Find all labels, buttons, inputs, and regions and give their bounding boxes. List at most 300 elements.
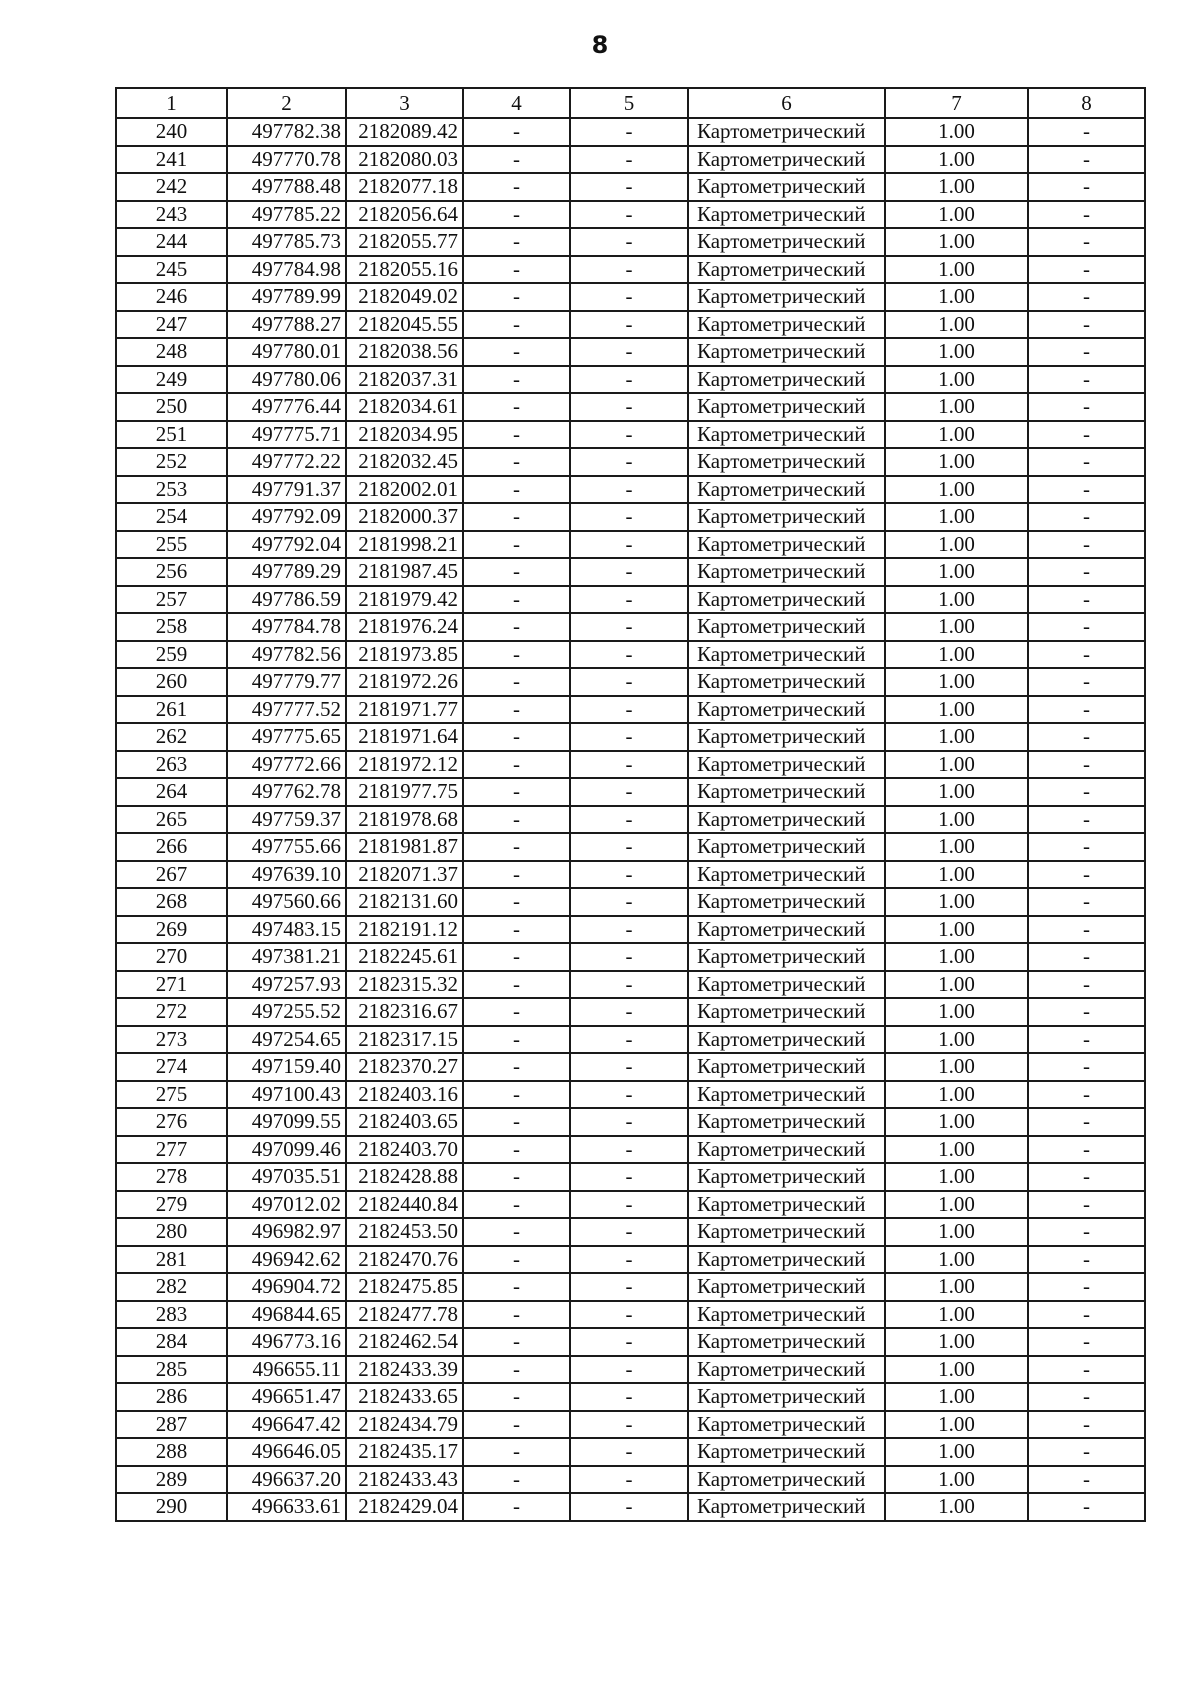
accuracy-cell: 1.00 bbox=[885, 118, 1028, 146]
x-coordinate-cell: 496942.62 bbox=[227, 1246, 346, 1274]
table-row bbox=[116, 1026, 1145, 1054]
col8-value-cell: - bbox=[1028, 833, 1145, 861]
col5-value-cell: - bbox=[570, 421, 688, 449]
col8-value-cell: - bbox=[1028, 1438, 1145, 1466]
col5-value-cell: - bbox=[570, 476, 688, 504]
method-cell: Картометрический bbox=[688, 1136, 885, 1164]
table-row bbox=[116, 531, 1145, 559]
method-cell: Картометрический bbox=[688, 668, 885, 696]
col4-value-cell: - bbox=[463, 1191, 570, 1219]
col5-value-cell: - bbox=[570, 503, 688, 531]
x-coordinate-cell: 497788.27 bbox=[227, 311, 346, 339]
col4-value-cell: - bbox=[463, 311, 570, 339]
method-cell: Картометрический bbox=[688, 338, 885, 366]
accuracy-cell: 1.00 bbox=[885, 366, 1028, 394]
table-row bbox=[116, 888, 1145, 916]
x-coordinate-cell: 497099.55 bbox=[227, 1108, 346, 1136]
col4-value-cell: - bbox=[463, 1026, 570, 1054]
table-row bbox=[116, 1273, 1145, 1301]
table-row bbox=[116, 558, 1145, 586]
accuracy-cell: 1.00 bbox=[885, 696, 1028, 724]
y-coordinate-cell: 2181979.42 bbox=[346, 586, 463, 614]
method-cell: Картометрический bbox=[688, 833, 885, 861]
method-cell: Картометрический bbox=[688, 916, 885, 944]
col5-value-cell: - bbox=[570, 1191, 688, 1219]
accuracy-cell: 1.00 bbox=[885, 613, 1028, 641]
point-number-cell: 279 bbox=[116, 1191, 227, 1219]
x-coordinate-cell: 497035.51 bbox=[227, 1163, 346, 1191]
table-row bbox=[116, 916, 1145, 944]
accuracy-cell: 1.00 bbox=[885, 1411, 1028, 1439]
y-coordinate-cell: 2181977.75 bbox=[346, 778, 463, 806]
col4-value-cell: - bbox=[463, 1163, 570, 1191]
y-coordinate-cell: 2182403.16 bbox=[346, 1081, 463, 1109]
method-cell: Картометрический bbox=[688, 503, 885, 531]
x-coordinate-cell: 497381.21 bbox=[227, 943, 346, 971]
method-cell: Картометрический bbox=[688, 1466, 885, 1494]
x-coordinate-cell: 497788.48 bbox=[227, 173, 346, 201]
method-cell: Картометрический bbox=[688, 283, 885, 311]
y-coordinate-cell: 2182056.64 bbox=[346, 201, 463, 229]
y-coordinate-cell: 2181971.77 bbox=[346, 696, 463, 724]
table-row bbox=[116, 696, 1145, 724]
method-cell: Картометрический bbox=[688, 1246, 885, 1274]
y-coordinate-cell: 2181998.21 bbox=[346, 531, 463, 559]
y-coordinate-cell: 2182002.01 bbox=[346, 476, 463, 504]
method-cell: Картометрический bbox=[688, 1301, 885, 1329]
col5-value-cell: - bbox=[570, 888, 688, 916]
point-number-cell: 241 bbox=[116, 146, 227, 174]
method-cell: Картометрический bbox=[688, 256, 885, 284]
method-cell: Картометрический bbox=[688, 201, 885, 229]
point-number-cell: 240 bbox=[116, 118, 227, 146]
point-number-cell: 290 bbox=[116, 1493, 227, 1521]
method-cell: Картометрический bbox=[688, 1163, 885, 1191]
y-coordinate-cell: 2181978.68 bbox=[346, 806, 463, 834]
accuracy-cell: 1.00 bbox=[885, 916, 1028, 944]
y-coordinate-cell: 2182429.04 bbox=[346, 1493, 463, 1521]
col8-value-cell: - bbox=[1028, 311, 1145, 339]
col8-value-cell: - bbox=[1028, 668, 1145, 696]
col5-value-cell: - bbox=[570, 668, 688, 696]
col5-value-cell: - bbox=[570, 751, 688, 779]
col5-value-cell: - bbox=[570, 613, 688, 641]
method-cell: Картометрический bbox=[688, 366, 885, 394]
col4-value-cell: - bbox=[463, 1493, 570, 1521]
col4-value-cell: - bbox=[463, 476, 570, 504]
accuracy-cell: 1.00 bbox=[885, 1356, 1028, 1384]
point-number-cell: 256 bbox=[116, 558, 227, 586]
y-coordinate-cell: 2181973.85 bbox=[346, 641, 463, 669]
method-cell: Картометрический bbox=[688, 558, 885, 586]
col4-value-cell: - bbox=[463, 1356, 570, 1384]
col4-value-cell: - bbox=[463, 366, 570, 394]
col4-value-cell: - bbox=[463, 1438, 570, 1466]
col8-value-cell: - bbox=[1028, 1053, 1145, 1081]
x-coordinate-cell: 497782.38 bbox=[227, 118, 346, 146]
method-cell: Картометрический bbox=[688, 641, 885, 669]
point-number-cell: 287 bbox=[116, 1411, 227, 1439]
accuracy-cell: 1.00 bbox=[885, 338, 1028, 366]
method-cell: Картометрический bbox=[688, 118, 885, 146]
x-coordinate-cell: 496651.47 bbox=[227, 1383, 346, 1411]
y-coordinate-cell: 2182462.54 bbox=[346, 1328, 463, 1356]
col5-value-cell: - bbox=[570, 311, 688, 339]
col8-value-cell: - bbox=[1028, 1108, 1145, 1136]
col5-value-cell: - bbox=[570, 971, 688, 999]
col4-value-cell: - bbox=[463, 861, 570, 889]
accuracy-cell: 1.00 bbox=[885, 586, 1028, 614]
table-row bbox=[116, 723, 1145, 751]
col8-value-cell: - bbox=[1028, 338, 1145, 366]
method-cell: Картометрический bbox=[688, 696, 885, 724]
point-number-cell: 270 bbox=[116, 943, 227, 971]
y-coordinate-cell: 2181972.26 bbox=[346, 668, 463, 696]
y-coordinate-cell: 2182440.84 bbox=[346, 1191, 463, 1219]
y-coordinate-cell: 2182080.03 bbox=[346, 146, 463, 174]
point-number-cell: 280 bbox=[116, 1218, 227, 1246]
x-coordinate-cell: 497789.29 bbox=[227, 558, 346, 586]
x-coordinate-cell: 497759.37 bbox=[227, 806, 346, 834]
point-number-cell: 286 bbox=[116, 1383, 227, 1411]
col8-value-cell: - bbox=[1028, 723, 1145, 751]
col8-value-cell: - bbox=[1028, 1411, 1145, 1439]
table-row bbox=[116, 476, 1145, 504]
y-coordinate-cell: 2182433.65 bbox=[346, 1383, 463, 1411]
col4-value-cell: - bbox=[463, 1246, 570, 1274]
table-row bbox=[116, 1328, 1145, 1356]
x-coordinate-cell: 497784.98 bbox=[227, 256, 346, 284]
col8-value-cell: - bbox=[1028, 696, 1145, 724]
col5-value-cell: - bbox=[570, 448, 688, 476]
accuracy-cell: 1.00 bbox=[885, 1026, 1028, 1054]
y-coordinate-cell: 2182032.45 bbox=[346, 448, 463, 476]
col8-value-cell: - bbox=[1028, 1356, 1145, 1384]
table-row bbox=[116, 1246, 1145, 1274]
point-number-cell: 246 bbox=[116, 283, 227, 311]
y-coordinate-cell: 2182435.17 bbox=[346, 1438, 463, 1466]
col5-value-cell: - bbox=[570, 118, 688, 146]
col5-value-cell: - bbox=[570, 393, 688, 421]
col5-value-cell: - bbox=[570, 696, 688, 724]
accuracy-cell: 1.00 bbox=[885, 558, 1028, 586]
col8-value-cell: - bbox=[1028, 1466, 1145, 1494]
point-number-cell: 269 bbox=[116, 916, 227, 944]
y-coordinate-cell: 2182089.42 bbox=[346, 118, 463, 146]
point-number-cell: 289 bbox=[116, 1466, 227, 1494]
accuracy-cell: 1.00 bbox=[885, 888, 1028, 916]
x-coordinate-cell: 497762.78 bbox=[227, 778, 346, 806]
col8-value-cell: - bbox=[1028, 366, 1145, 394]
col5-value-cell: - bbox=[570, 1163, 688, 1191]
y-coordinate-cell: 2182245.61 bbox=[346, 943, 463, 971]
accuracy-cell: 1.00 bbox=[885, 1108, 1028, 1136]
accuracy-cell: 1.00 bbox=[885, 448, 1028, 476]
col4-value-cell: - bbox=[463, 421, 570, 449]
table-row bbox=[116, 806, 1145, 834]
method-cell: Картометрический bbox=[688, 421, 885, 449]
point-number-cell: 247 bbox=[116, 311, 227, 339]
point-number-cell: 251 bbox=[116, 421, 227, 449]
col8-value-cell: - bbox=[1028, 888, 1145, 916]
x-coordinate-cell: 497779.77 bbox=[227, 668, 346, 696]
col8-value-cell: - bbox=[1028, 586, 1145, 614]
col5-value-cell: - bbox=[570, 366, 688, 394]
col8-value-cell: - bbox=[1028, 503, 1145, 531]
point-number-cell: 248 bbox=[116, 338, 227, 366]
table-header-row bbox=[116, 88, 1145, 118]
y-coordinate-cell: 2182475.85 bbox=[346, 1273, 463, 1301]
accuracy-cell: 1.00 bbox=[885, 1438, 1028, 1466]
col8-value-cell: - bbox=[1028, 971, 1145, 999]
col5-value-cell: - bbox=[570, 173, 688, 201]
table-row bbox=[116, 641, 1145, 669]
table-row bbox=[116, 971, 1145, 999]
point-number-cell: 274 bbox=[116, 1053, 227, 1081]
col5-value-cell: - bbox=[570, 586, 688, 614]
method-cell: Картометрический bbox=[688, 1438, 885, 1466]
table-row bbox=[116, 1438, 1145, 1466]
y-coordinate-cell: 2182077.18 bbox=[346, 173, 463, 201]
x-coordinate-cell: 497483.15 bbox=[227, 916, 346, 944]
method-cell: Картометрический bbox=[688, 1108, 885, 1136]
col8-value-cell: - bbox=[1028, 256, 1145, 284]
x-coordinate-cell: 497254.65 bbox=[227, 1026, 346, 1054]
method-cell: Картометрический bbox=[688, 228, 885, 256]
col4-value-cell: - bbox=[463, 1136, 570, 1164]
column-header: 7 bbox=[885, 88, 1028, 118]
point-number-cell: 263 bbox=[116, 751, 227, 779]
col4-value-cell: - bbox=[463, 778, 570, 806]
col4-value-cell: - bbox=[463, 338, 570, 366]
table-row bbox=[116, 1136, 1145, 1164]
col4-value-cell: - bbox=[463, 998, 570, 1026]
x-coordinate-cell: 497257.93 bbox=[227, 971, 346, 999]
col5-value-cell: - bbox=[570, 641, 688, 669]
col5-value-cell: - bbox=[570, 1136, 688, 1164]
table-row bbox=[116, 146, 1145, 174]
col4-value-cell: - bbox=[463, 1053, 570, 1081]
accuracy-cell: 1.00 bbox=[885, 421, 1028, 449]
accuracy-cell: 1.00 bbox=[885, 476, 1028, 504]
col8-value-cell: - bbox=[1028, 118, 1145, 146]
point-number-cell: 272 bbox=[116, 998, 227, 1026]
x-coordinate-cell: 496633.61 bbox=[227, 1493, 346, 1521]
point-number-cell: 267 bbox=[116, 861, 227, 889]
accuracy-cell: 1.00 bbox=[885, 1191, 1028, 1219]
col4-value-cell: - bbox=[463, 531, 570, 559]
point-number-cell: 278 bbox=[116, 1163, 227, 1191]
x-coordinate-cell: 496646.05 bbox=[227, 1438, 346, 1466]
accuracy-cell: 1.00 bbox=[885, 1218, 1028, 1246]
column-header: 1 bbox=[116, 88, 227, 118]
col4-value-cell: - bbox=[463, 806, 570, 834]
point-number-cell: 258 bbox=[116, 613, 227, 641]
accuracy-cell: 1.00 bbox=[885, 1081, 1028, 1109]
x-coordinate-cell: 497791.37 bbox=[227, 476, 346, 504]
point-number-cell: 264 bbox=[116, 778, 227, 806]
table-row bbox=[116, 1383, 1145, 1411]
col4-value-cell: - bbox=[463, 586, 570, 614]
x-coordinate-cell: 497772.66 bbox=[227, 751, 346, 779]
accuracy-cell: 1.00 bbox=[885, 228, 1028, 256]
method-cell: Картометрический bbox=[688, 943, 885, 971]
col5-value-cell: - bbox=[570, 531, 688, 559]
point-number-cell: 250 bbox=[116, 393, 227, 421]
x-coordinate-cell: 496647.42 bbox=[227, 1411, 346, 1439]
col8-value-cell: - bbox=[1028, 1246, 1145, 1274]
table-row bbox=[116, 1493, 1145, 1521]
y-coordinate-cell: 2182055.16 bbox=[346, 256, 463, 284]
col8-value-cell: - bbox=[1028, 998, 1145, 1026]
table-row bbox=[116, 118, 1145, 146]
col4-value-cell: - bbox=[463, 1108, 570, 1136]
point-number-cell: 273 bbox=[116, 1026, 227, 1054]
col8-value-cell: - bbox=[1028, 1163, 1145, 1191]
method-cell: Картометрический bbox=[688, 586, 885, 614]
y-coordinate-cell: 2182428.88 bbox=[346, 1163, 463, 1191]
accuracy-cell: 1.00 bbox=[885, 723, 1028, 751]
col8-value-cell: - bbox=[1028, 1081, 1145, 1109]
accuracy-cell: 1.00 bbox=[885, 173, 1028, 201]
col4-value-cell: - bbox=[463, 613, 570, 641]
col5-value-cell: - bbox=[570, 1246, 688, 1274]
y-coordinate-cell: 2182000.37 bbox=[346, 503, 463, 531]
point-number-cell: 277 bbox=[116, 1136, 227, 1164]
accuracy-cell: 1.00 bbox=[885, 751, 1028, 779]
point-number-cell: 252 bbox=[116, 448, 227, 476]
table-row bbox=[116, 366, 1145, 394]
col5-value-cell: - bbox=[570, 723, 688, 751]
x-coordinate-cell: 497560.66 bbox=[227, 888, 346, 916]
col8-value-cell: - bbox=[1028, 421, 1145, 449]
col4-value-cell: - bbox=[463, 393, 570, 421]
point-number-cell: 266 bbox=[116, 833, 227, 861]
table-row bbox=[116, 421, 1145, 449]
point-number-cell: 242 bbox=[116, 173, 227, 201]
col8-value-cell: - bbox=[1028, 1191, 1145, 1219]
method-cell: Картометрический bbox=[688, 1218, 885, 1246]
col4-value-cell: - bbox=[463, 696, 570, 724]
col4-value-cell: - bbox=[463, 1081, 570, 1109]
y-coordinate-cell: 2182045.55 bbox=[346, 311, 463, 339]
y-coordinate-cell: 2182034.61 bbox=[346, 393, 463, 421]
col8-value-cell: - bbox=[1028, 1301, 1145, 1329]
col8-value-cell: - bbox=[1028, 916, 1145, 944]
accuracy-cell: 1.00 bbox=[885, 861, 1028, 889]
method-cell: Картометрический bbox=[688, 778, 885, 806]
table-row bbox=[116, 613, 1145, 641]
coordinates-table bbox=[115, 87, 1146, 1522]
method-cell: Картометрический bbox=[688, 1328, 885, 1356]
col5-value-cell: - bbox=[570, 806, 688, 834]
col5-value-cell: - bbox=[570, 256, 688, 284]
accuracy-cell: 1.00 bbox=[885, 283, 1028, 311]
point-number-cell: 271 bbox=[116, 971, 227, 999]
table-row bbox=[116, 668, 1145, 696]
point-number-cell: 259 bbox=[116, 641, 227, 669]
col5-value-cell: - bbox=[570, 833, 688, 861]
method-cell: Картометрический bbox=[688, 448, 885, 476]
method-cell: Картометрический bbox=[688, 393, 885, 421]
method-cell: Картометрический bbox=[688, 861, 885, 889]
method-cell: Картометрический bbox=[688, 173, 885, 201]
col4-value-cell: - bbox=[463, 1383, 570, 1411]
accuracy-cell: 1.00 bbox=[885, 1273, 1028, 1301]
method-cell: Картометрический bbox=[688, 1053, 885, 1081]
x-coordinate-cell: 497775.71 bbox=[227, 421, 346, 449]
method-cell: Картометрический bbox=[688, 806, 885, 834]
accuracy-cell: 1.00 bbox=[885, 1163, 1028, 1191]
accuracy-cell: 1.00 bbox=[885, 1136, 1028, 1164]
y-coordinate-cell: 2182434.79 bbox=[346, 1411, 463, 1439]
col8-value-cell: - bbox=[1028, 448, 1145, 476]
y-coordinate-cell: 2181987.45 bbox=[346, 558, 463, 586]
x-coordinate-cell: 497780.06 bbox=[227, 366, 346, 394]
col8-value-cell: - bbox=[1028, 943, 1145, 971]
x-coordinate-cell: 496982.97 bbox=[227, 1218, 346, 1246]
table-row bbox=[116, 1218, 1145, 1246]
point-number-cell: 275 bbox=[116, 1081, 227, 1109]
point-number-cell: 282 bbox=[116, 1273, 227, 1301]
accuracy-cell: 1.00 bbox=[885, 1493, 1028, 1521]
col5-value-cell: - bbox=[570, 1108, 688, 1136]
col8-value-cell: - bbox=[1028, 751, 1145, 779]
col4-value-cell: - bbox=[463, 1218, 570, 1246]
col5-value-cell: - bbox=[570, 338, 688, 366]
col5-value-cell: - bbox=[570, 861, 688, 889]
x-coordinate-cell: 497777.52 bbox=[227, 696, 346, 724]
table-row bbox=[116, 283, 1145, 311]
col4-value-cell: - bbox=[463, 558, 570, 586]
point-number-cell: 261 bbox=[116, 696, 227, 724]
x-coordinate-cell: 497012.02 bbox=[227, 1191, 346, 1219]
method-cell: Картометрический bbox=[688, 476, 885, 504]
col8-value-cell: - bbox=[1028, 1328, 1145, 1356]
col4-value-cell: - bbox=[463, 1411, 570, 1439]
col8-value-cell: - bbox=[1028, 778, 1145, 806]
accuracy-cell: 1.00 bbox=[885, 531, 1028, 559]
table-row bbox=[116, 1411, 1145, 1439]
method-cell: Картометрический bbox=[688, 751, 885, 779]
table-row bbox=[116, 256, 1145, 284]
y-coordinate-cell: 2182470.76 bbox=[346, 1246, 463, 1274]
col4-value-cell: - bbox=[463, 201, 570, 229]
y-coordinate-cell: 2182317.15 bbox=[346, 1026, 463, 1054]
col4-value-cell: - bbox=[463, 228, 570, 256]
accuracy-cell: 1.00 bbox=[885, 778, 1028, 806]
point-number-cell: 285 bbox=[116, 1356, 227, 1384]
table-row bbox=[116, 833, 1145, 861]
table-row bbox=[116, 448, 1145, 476]
point-number-cell: 276 bbox=[116, 1108, 227, 1136]
method-cell: Картометрический bbox=[688, 1356, 885, 1384]
col5-value-cell: - bbox=[570, 1026, 688, 1054]
column-header: 2 bbox=[227, 88, 346, 118]
col5-value-cell: - bbox=[570, 1356, 688, 1384]
table-body bbox=[116, 118, 1145, 1521]
accuracy-cell: 1.00 bbox=[885, 146, 1028, 174]
x-coordinate-cell: 497776.44 bbox=[227, 393, 346, 421]
accuracy-cell: 1.00 bbox=[885, 1383, 1028, 1411]
point-number-cell: 244 bbox=[116, 228, 227, 256]
method-cell: Картометрический bbox=[688, 1273, 885, 1301]
table-row bbox=[116, 1081, 1145, 1109]
col4-value-cell: - bbox=[463, 971, 570, 999]
x-coordinate-cell: 497786.59 bbox=[227, 586, 346, 614]
y-coordinate-cell: 2182037.31 bbox=[346, 366, 463, 394]
col5-value-cell: - bbox=[570, 1081, 688, 1109]
